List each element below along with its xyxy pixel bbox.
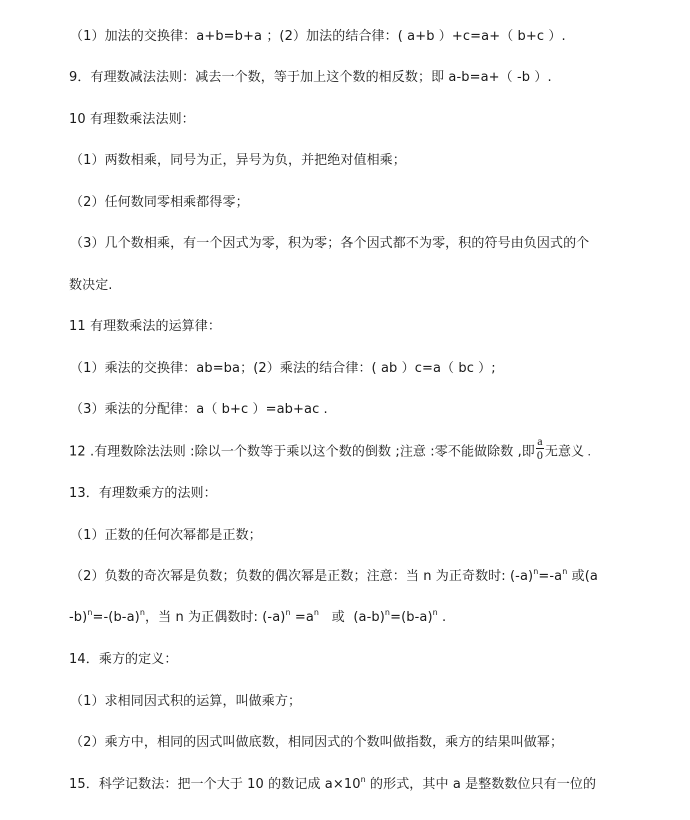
power-cont-text-d: =a [290, 610, 314, 625]
multiplication-laws-heading: 11 有理数乘法的运算律： [69, 319, 221, 334]
scientific-notation-line [69, 777, 596, 793]
multiplication-rule-heading: 10 有理数乘法法则： [69, 112, 195, 127]
exponent-n: n [87, 608, 93, 617]
fraction-a-over-0 [536, 435, 544, 461]
power-cont-text-b: =-(b-a) [92, 610, 140, 625]
power-rule-2-cont [69, 610, 446, 626]
power-cont-text-a: -b) [69, 610, 88, 625]
exponent-n: n [285, 608, 291, 617]
exponent-n: n [139, 608, 146, 617]
exponent-n: n [432, 608, 438, 617]
power-definition-heading: 14．乘方的定义： [69, 652, 178, 667]
exponent-n: n [313, 608, 320, 617]
scientific-notation-text-a: 15．科学记数法：把一个大于 10 的数记成 a×10 [69, 777, 361, 792]
power-rule-2-text-c: 或(a [567, 569, 598, 584]
fraction-numerator: a [537, 434, 543, 448]
exponent-n: n [384, 608, 391, 617]
multiplication-rule-2: （2）任何数同零相乘都得零； [70, 195, 249, 210]
power-cont-text-e: 或 (a-b) [319, 610, 385, 625]
fraction-denominator: 0 [536, 448, 543, 462]
multiplication-laws-3: （3）乘法的分配律：a（ b+c ）=ab+ac . [70, 402, 328, 417]
exponent-n: n [533, 567, 539, 576]
power-rule-heading: 13．有理数乘方的法则： [69, 486, 217, 501]
power-cont-text-f: =(b-a) [390, 610, 433, 625]
power-rule-2-text-b: =-a [538, 569, 563, 584]
division-rule-suffix: 无意义 . [544, 443, 591, 459]
multiplication-rule-3-cont: 数决定. [69, 278, 113, 293]
multiplication-rule-1: （1）两数相乘，同号为正，异号为负，并把绝对值相乘； [70, 153, 406, 168]
power-cont-text-c: ，当 n 为正偶数时: (-a) [145, 610, 286, 625]
power-cont-text-g: . [437, 610, 447, 625]
power-definition-1: （1）求相同因式积的运算，叫做乘方； [70, 694, 302, 709]
multiplication-rule-3: （3）几个数相乘，有一个因式为零，积为零；各个因式都不为零，积的符号由负因式的个 [70, 236, 590, 251]
power-definition-2: （2）乘方中，相同的因式叫做底数，相同因式的个数叫做指数，乘方的结果叫做幂； [70, 735, 564, 750]
power-rule-1: （1）正数的任何次幂都是正数； [70, 528, 262, 543]
power-rule-2 [70, 569, 598, 585]
exponent-n: n [360, 775, 366, 784]
exponent-n: n [562, 567, 568, 576]
subtraction-rule-line: 9．有理数减法法则：减去一个数，等于加上这个数的相反数；即 a-b=a+（ -b ）. [69, 70, 552, 85]
power-rule-2-text-a: （2）负数的奇次幂是负数；负数的偶次幂是正数；注意：当 n 为正奇数时: (-a) [70, 569, 534, 584]
addition-laws-line: （1）加法的交换律：a+b=b+a ；(2）加法的结合律：( a+b ）+c=a+（ b+c ）. [70, 29, 566, 44]
multiplication-laws-1-2: （1）乘法的交换律：ab=ba；(2）乘法的结合律：( ab ）c=a（ bc ）; [70, 361, 496, 376]
division-rule-line [69, 434, 591, 462]
division-rule-text: 12 .有理数除法法则 :除以一个数等于乘以这个数的倒数 ;注意 :零不能做除数 ,即 [69, 444, 535, 460]
scientific-notation-text-b: 的形式，其中 a 是整数数位只有一位的 [365, 777, 597, 792]
